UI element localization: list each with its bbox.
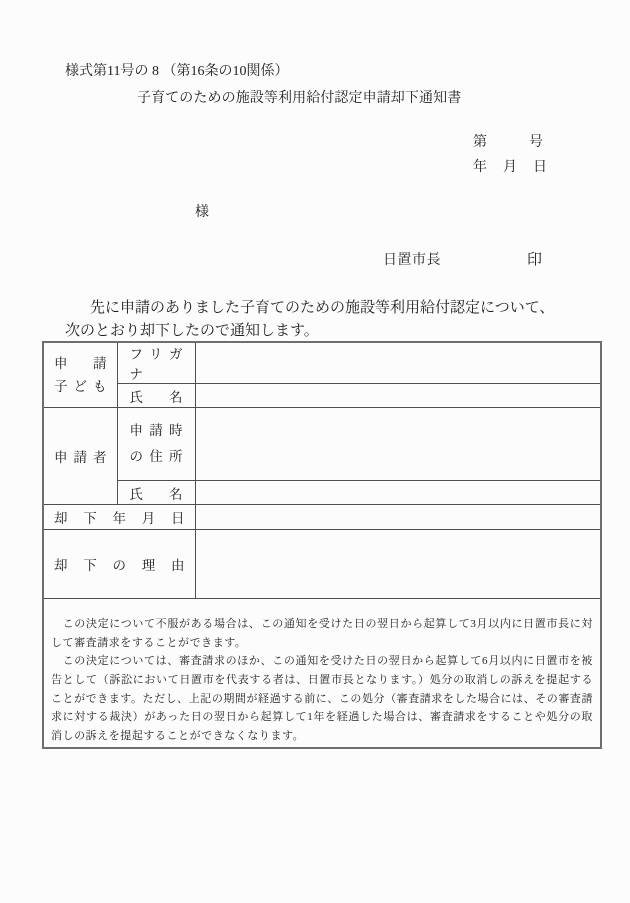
- rejection-date-label: 却下年月日: [43, 505, 195, 530]
- seal-mark: 印: [527, 252, 543, 268]
- intro-line-2: 次のとおり却下したので通知します。: [65, 323, 319, 339]
- application-table: [42, 341, 602, 749]
- document-number: 第 号: [473, 135, 543, 150]
- appeal-notice-paragraph-2: この決定については、審査請求のほか、この通知を受けた日の翌日から起算して6月以内に日置市を被告として（訴訟において日置市を代表する者は、日置市長となります。）処分の取消しの訴えを提起することができます。ただし、上記の期間が経過する前に、この処分（審査請求をした場合には、その審査請求に対する裁決）があった日の翌日から起算して1年を経過した場合は、審査請求をすることや処分の取消しの訴えを提起することができなくなります。: [51, 655, 593, 742]
- rejection-date-value-cell: [195, 505, 601, 530]
- applicant-child-label: [43, 342, 117, 408]
- issuer-title: 日置市長: [383, 253, 441, 268]
- recipient-honorific: 様: [195, 205, 209, 220]
- address-value-cell: [195, 408, 601, 481]
- applicant-child-label-line1: 申請: [54, 356, 107, 371]
- applicant-child-label-line2: 子ども: [54, 379, 107, 394]
- rejection-reason-value-cell: [195, 530, 601, 599]
- applicant-name-value-cell: [195, 481, 601, 505]
- child-name-value-cell: [195, 384, 601, 408]
- furigana-value-cell: [195, 342, 601, 384]
- child-name-label: 氏名: [117, 384, 195, 408]
- appeal-notice-cell: [43, 599, 601, 748]
- issue-date-line: 年 月 日: [473, 160, 548, 175]
- address-label-line1: 申請時: [129, 423, 183, 438]
- appeal-notice-paragraph-1: この決定について不服がある場合は、この通知を受けた日の翌日から起算して3月以内に日置市長に対して審査請求をすることができます。: [51, 618, 593, 649]
- form-number: 様式第11号の 8 （第16条の10関係）: [65, 64, 289, 79]
- applicant-name-label: 氏名: [117, 481, 195, 505]
- furigana-label: フリガナ: [117, 342, 195, 384]
- rejection-reason-label: 却下の理由: [43, 530, 195, 599]
- applicant-label: 申請者: [43, 408, 117, 505]
- address-label-line2: の住所: [129, 449, 183, 464]
- document-title: 子育てのための施設等利用給付認定申請却下通知書: [137, 91, 462, 106]
- address-label: [117, 408, 195, 481]
- intro-line-1: 先に申請のありました子育てのための施設等利用給付認定について、: [90, 300, 555, 316]
